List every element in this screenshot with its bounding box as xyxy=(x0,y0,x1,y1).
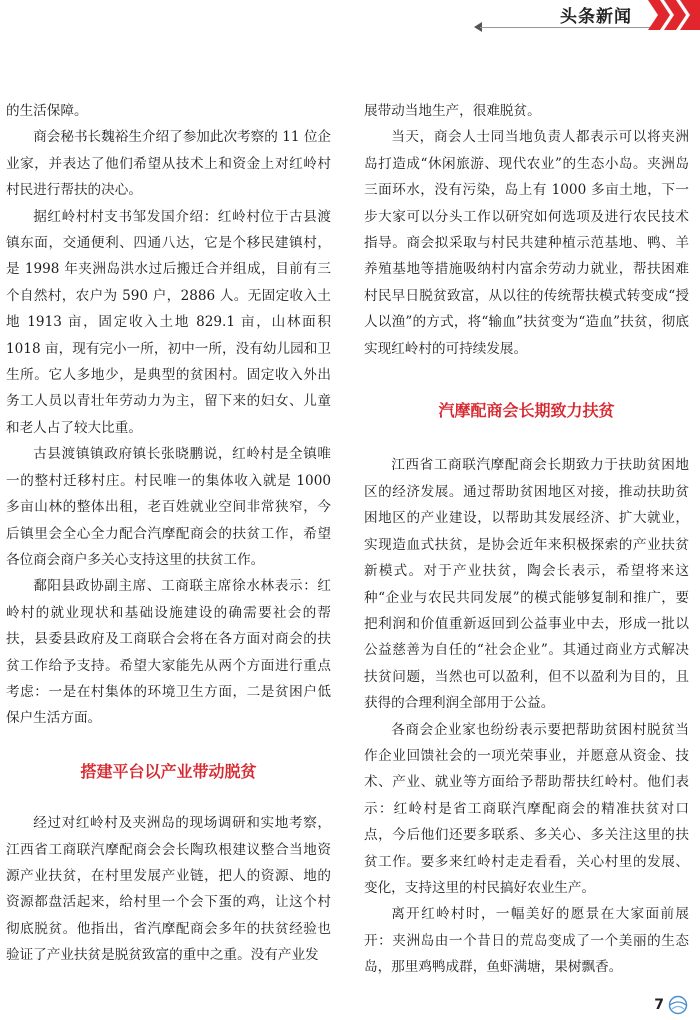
page-header xyxy=(0,0,700,34)
globe-logo-icon xyxy=(668,995,688,1015)
paragraph: 各商会企业家也纷纷表示要把帮助贫困村脱贫当作企业回馈社会的一项光荣事业，并愿意从资金、技术、产业、就业等方面给予帮助帮扶红岭村。他们表示：红岭村是省工商联汽摩配商会的精准扶贫对口点，今后他们还要多联系、多关心、多关注这里的扶贫工作。要多来红岭村走走看看，关心村里的发展、变化，支持这里的村民搞好农业生产。 xyxy=(364,721,689,896)
left-column xyxy=(6,98,331,969)
paragraph: 离开红岭村时，一幅美好的愿景在大家面前展开：夹洲岛由一个昔日的荒岛变成了一个美丽的生态岛，那里鸡鸭成群，鱼虾满塘，果树飘香。 xyxy=(364,906,689,976)
paragraph: 古县渡镇镇政府镇长张晓鹏说，红岭村是全镇唯一的整村迁移村庄。村民唯一的集体收入就是 1000 多亩山林的整体出租，老百姓就业空间非常狭窄，今后镇里会全心全力配合汽摩配商会的扶贫工作，希望各位商会商户多关心支持这里的扶贫工作。 xyxy=(6,446,331,568)
section-title: 头条新闻 xyxy=(560,7,632,27)
paragraph: 的生活保障。 xyxy=(6,103,88,119)
paragraph: 当天，商会人士同当地负责人都表示可以将夹洲岛打造成“休闲旅游、现代农业”的生态小岛。夹洲岛三面环水，没有污染，岛上有 1000 多亩土地，下一步大家可以分头工作以研究如何选项及进行农民技术指导。商会拟采取与村民共建种植示范基地、鸭、羊养殖基地等措施吸纳村内富余劳动力就业，帮扶困难村民早日脱贫致富，从以往的传统帮扶模式转变成“授人以渔”的方式，将“输血”扶贫变为“造血”扶贫，彻底实现红岭村的可持续发展。 xyxy=(364,129,689,357)
paragraph: 展带动当地生产，很难脱贫。 xyxy=(364,103,541,119)
paragraph: 经过对红岭村及夹洲岛的现场调研和实地考察，江西省工商联汽摩配商会会长陶玖根建议整合当地资源产业扶贫，在村里发展产业链，把人的资源、地的资源都盘活起来，给村里一个会下蛋的鸡，让这个村彻底脱贫。他指出，省汽摩配商会多年的扶贫经验也验证了产业扶贫是脱贫致富的重中之重。没有产业发 xyxy=(6,815,331,964)
paragraph: 商会秘书长魏裕生介绍了参加此次考察的 11 位企业家，并表达了他们希望从技术上和资金上对红岭村村民进行帮扶的决心。 xyxy=(6,129,332,199)
section-heading: 搭建平台以产业带动脱贫 xyxy=(80,761,257,781)
header-rule xyxy=(480,27,650,28)
paragraph: 据红岭村村支书邹发国介绍：红岭村位于古县渡镇东面，交通便利、四通八达，它是个移民建镇村，是 1998 年夹洲岛洪水过后搬迁合并组成，目前有三个自然村，农户为 590 户，2886 人。无固定收入土地 1913 亩，固定收入土地 829.1 亩，山林面积 1018 亩，现有完小一所，初中一所，没有幼儿园和卫生所。它人多地少，是典型的贫困村。固定收入外出务工人员以青壮年劳动力为主，留下来的妇女、儿童和老人占了较大比重。 xyxy=(6,208,331,436)
paragraph: 江西省工商联汽摩配商会长期致力于扶助贫困地区的经济发展。通过帮助贫困地区对接，推动扶助贫困地区的产业建设，以帮助其发展经济、扩大就业，实现造血式扶贫，是协会近年来积极探索的产业扶贫新模式。对于产业扶贫，陶会长表示，希望将来这种“企业与农民共同发展”的模式能够复制和推广，要把利润和价值重新返回到公益事业中去，形成一批以公益慈善为自任的“社会企业”。其通过商业方式解决扶贫问题，当然也可以盈利，但不以盈利为目的，且获得的合理利润全部用于公益。 xyxy=(364,457,689,712)
page-number: 7 xyxy=(654,997,664,1013)
right-column xyxy=(364,98,689,981)
header-stripes-icon xyxy=(644,0,700,30)
section-heading: 汽摩配商会长期致力扶贫 xyxy=(438,401,615,421)
paragraph: 鄱阳县政协副主席、工商联主席徐水林表示：红岭村的就业现状和基础设施建设的确需要社会的帮扶，县委县政府及工商联合会将在各方面对商会的扶贫工作给予支持。希望大家能先从两个方面进行重点考虑：一是在村集体的环境卫生方面，二是贫困户低保户生活方面。 xyxy=(6,578,331,727)
page-footer xyxy=(654,995,688,1015)
